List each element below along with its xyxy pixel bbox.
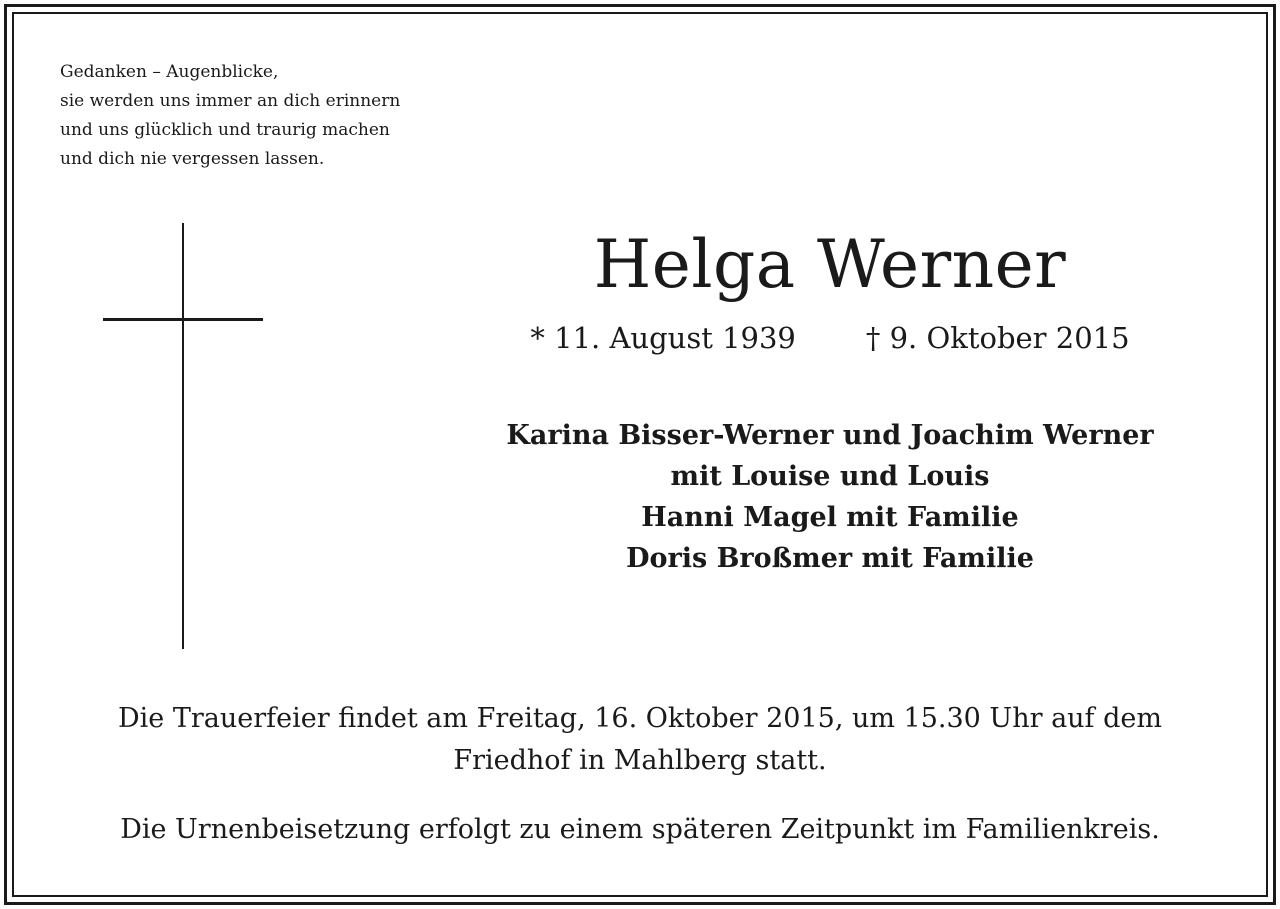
mourner-line: Doris Broßmer mit Familie <box>626 543 1034 574</box>
memorial-poem <box>60 58 400 174</box>
poem-line: sie werden uns immer an dich erinnern <box>60 91 401 111</box>
funeral-line: Die Trauerfeier findet am Freitag, 16. Oktober 2015, um 15.30 Uhr auf dem <box>118 703 1162 734</box>
mourners-list <box>440 415 1220 579</box>
cross-icon <box>103 223 263 649</box>
birth-date: * 11. August 1939 <box>530 321 796 355</box>
poem-line: und dich nie vergessen lassen. <box>60 149 325 169</box>
cross-horizontal-bar <box>103 318 263 321</box>
funeral-line: Friedhof in Mahlberg statt. <box>453 745 827 776</box>
deceased-name: Helga Werner <box>593 226 1067 303</box>
life-dates <box>440 318 1220 358</box>
cross-vertical-bar <box>182 223 184 649</box>
funeral-notice <box>40 698 1240 782</box>
mourner-line: mit Louise und Louis <box>670 461 990 492</box>
death-date: † 9. Oktober 2015 <box>865 321 1130 355</box>
mourner-line: Karina Bisser-Werner und Joachim Werner <box>506 420 1154 451</box>
urn-notice: Die Urnenbeisetzung erfolgt zu einem späteren Zeitpunkt im Familienkreis. <box>120 814 1160 845</box>
poem-line: Gedanken – Augenblicke, <box>60 62 279 82</box>
poem-line: und uns glücklich und traurig machen <box>60 120 390 140</box>
mourner-line: Hanni Magel mit Familie <box>641 502 1019 533</box>
